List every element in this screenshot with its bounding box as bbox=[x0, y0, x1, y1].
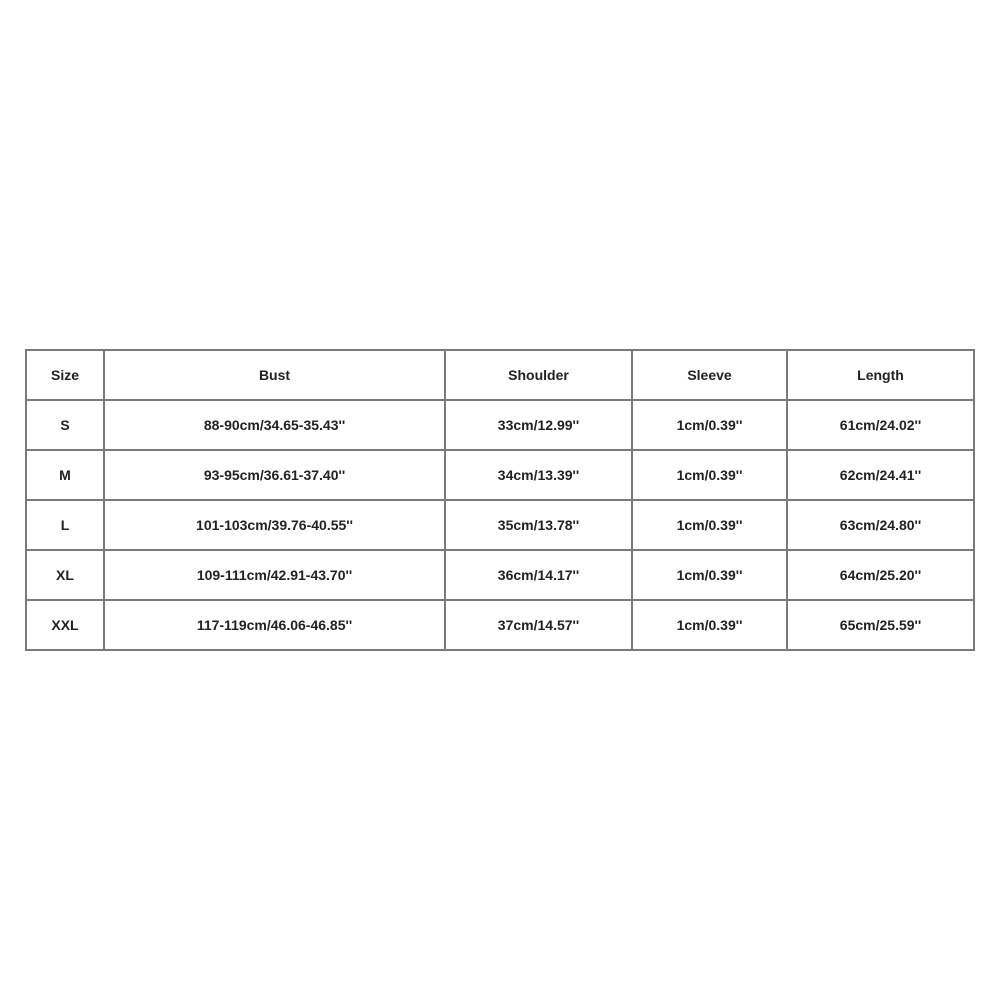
cell-length: 63cm/24.80'' bbox=[788, 501, 975, 551]
cell-bust: 109-111cm/42.91-43.70'' bbox=[105, 551, 446, 601]
cell-sleeve: 1cm/0.39'' bbox=[633, 451, 788, 501]
cell-shoulder: 35cm/13.78'' bbox=[446, 501, 633, 551]
cell-bust: 101-103cm/39.76-40.55'' bbox=[105, 501, 446, 551]
table-row bbox=[27, 501, 975, 551]
cell-size: XXL bbox=[27, 601, 105, 651]
cell-shoulder: 33cm/12.99'' bbox=[446, 401, 633, 451]
header-row bbox=[27, 351, 975, 401]
cell-sleeve: 1cm/0.39'' bbox=[633, 501, 788, 551]
cell-shoulder: 34cm/13.39'' bbox=[446, 451, 633, 501]
cell-size: L bbox=[27, 501, 105, 551]
header-length: Length bbox=[788, 351, 975, 401]
table-row bbox=[27, 451, 975, 501]
cell-shoulder: 36cm/14.17'' bbox=[446, 551, 633, 601]
table-row bbox=[27, 551, 975, 601]
header-bust: Bust bbox=[105, 351, 446, 401]
cell-length: 62cm/24.41'' bbox=[788, 451, 975, 501]
cell-sleeve: 1cm/0.39'' bbox=[633, 401, 788, 451]
cell-length: 61cm/24.02'' bbox=[788, 401, 975, 451]
cell-size: S bbox=[27, 401, 105, 451]
cell-shoulder: 37cm/14.57'' bbox=[446, 601, 633, 651]
cell-bust: 93-95cm/36.61-37.40'' bbox=[105, 451, 446, 501]
cell-length: 64cm/25.20'' bbox=[788, 551, 975, 601]
table-row bbox=[27, 401, 975, 451]
cell-length: 65cm/25.59'' bbox=[788, 601, 975, 651]
size-chart-table bbox=[25, 349, 975, 651]
header-sleeve: Sleeve bbox=[633, 351, 788, 401]
cell-sleeve: 1cm/0.39'' bbox=[633, 601, 788, 651]
cell-bust: 117-119cm/46.06-46.85'' bbox=[105, 601, 446, 651]
cell-sleeve: 1cm/0.39'' bbox=[633, 551, 788, 601]
cell-bust: 88-90cm/34.65-35.43'' bbox=[105, 401, 446, 451]
cell-size: XL bbox=[27, 551, 105, 601]
cell-size: M bbox=[27, 451, 105, 501]
header-size: Size bbox=[27, 351, 105, 401]
header-shoulder: Shoulder bbox=[446, 351, 633, 401]
table-row bbox=[27, 601, 975, 651]
